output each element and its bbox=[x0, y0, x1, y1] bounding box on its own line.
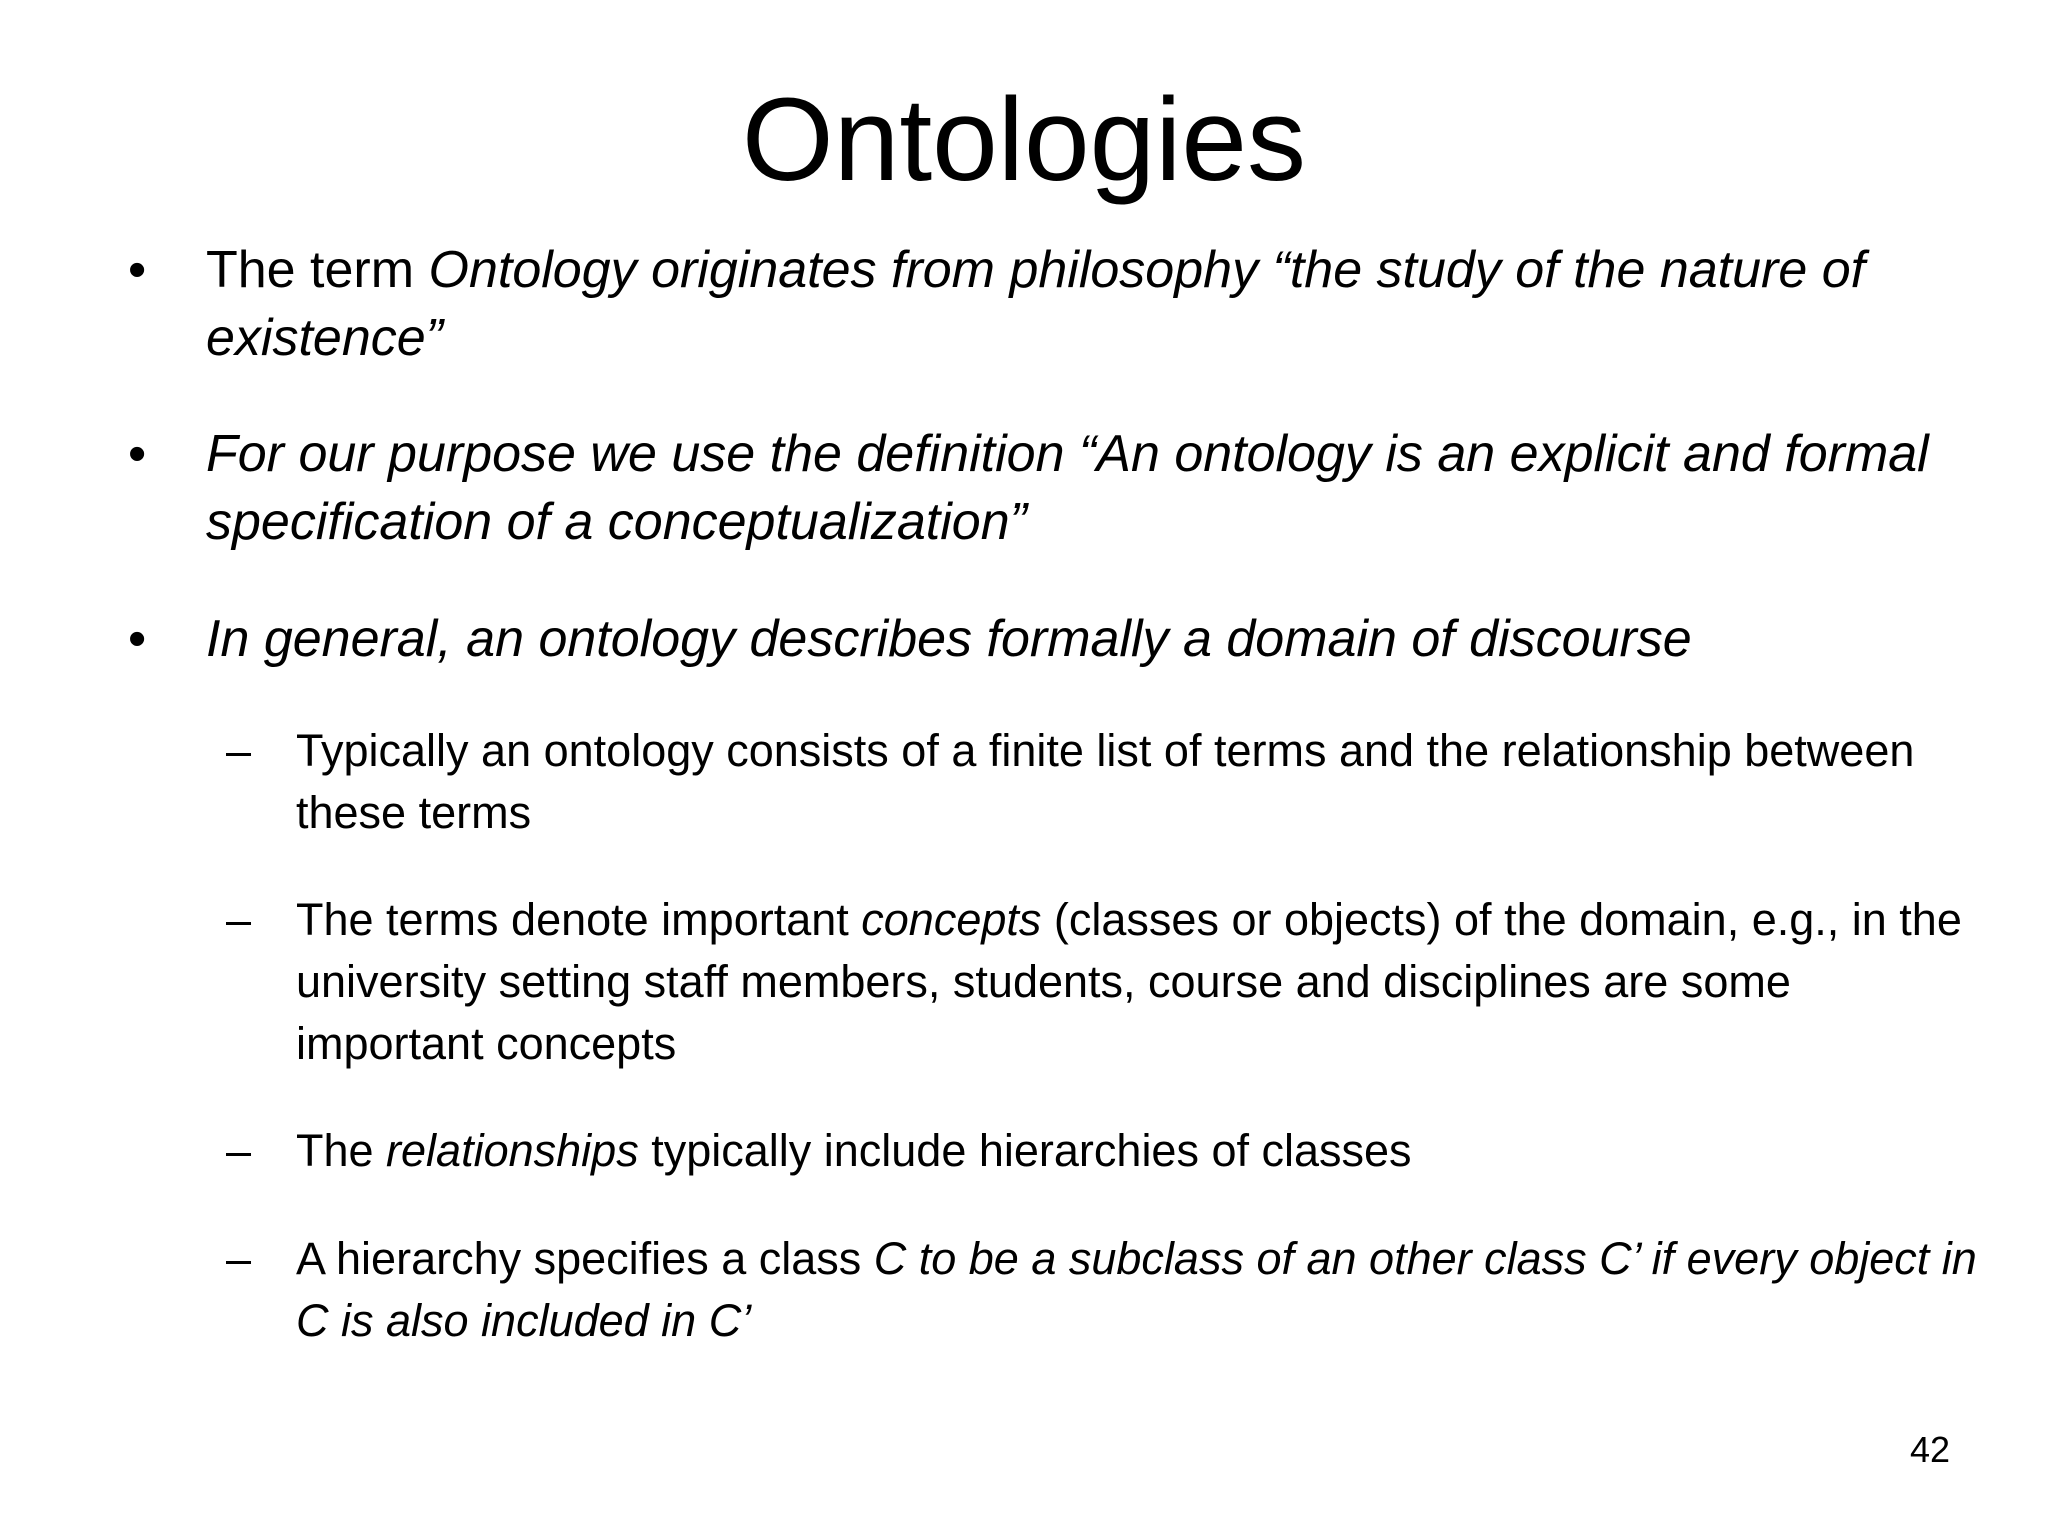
slide-title: Ontologies bbox=[741, 74, 1307, 206]
bullet-3 bbox=[128, 605, 1966, 673]
subbullet-1 bbox=[226, 720, 1986, 844]
subbullet-4-text-plain: A hierarchy specifies a class bbox=[296, 1233, 874, 1284]
dash-marker: – bbox=[226, 894, 252, 945]
dash-marker: – bbox=[226, 1125, 252, 1176]
bullet-marker: • bbox=[128, 425, 147, 483]
dash-marker: – bbox=[226, 725, 252, 776]
bullet-1-text-plain: The term bbox=[206, 241, 429, 299]
subbullet-2-text-plain-a: The terms denote important bbox=[296, 894, 862, 945]
subbullet-2 bbox=[226, 889, 1986, 1075]
subbullet-3-text-plain-b: typically include hierarchies of classes bbox=[638, 1125, 1412, 1176]
subbullet-3-text-plain-a: The bbox=[296, 1125, 387, 1176]
subbullet-2-text-plain-b: (classes or objects) of the domain, e.g., in the university setting staff members, students, course and disciplines are some important concepts bbox=[296, 894, 1962, 1069]
bullet-marker: • bbox=[128, 610, 147, 668]
bullet-marker: • bbox=[128, 241, 147, 299]
subbullet-3 bbox=[226, 1120, 1986, 1182]
subbullet-4 bbox=[226, 1228, 1986, 1352]
bullet-3-text-italic: In general, an ontology describes formally a domain of discourse bbox=[206, 610, 1692, 668]
subbullet-1-text: Typically an ontology consists of a finite list of terms and the relationship between these terms bbox=[296, 725, 1915, 838]
subbullet-2-text-italic: concepts bbox=[861, 894, 1042, 945]
bullet-2-text-italic: For our purpose we use the definition “An ontology is an explicit and formal specification of a conceptualization” bbox=[206, 425, 1929, 551]
subbullet-4-text-italic: C to be a subclass of an other class C’ if every object in C is also included in C’ bbox=[296, 1233, 1977, 1346]
bullet-2 bbox=[128, 420, 1966, 556]
dash-marker: – bbox=[226, 1233, 252, 1284]
bullet-1 bbox=[128, 236, 1966, 372]
bullet-1-text-italic: Ontology originates from philosophy “the study of the nature of existence” bbox=[206, 241, 1866, 367]
subbullet-3-text-italic: relationships bbox=[386, 1125, 639, 1176]
page-number: 42 bbox=[1909, 1429, 1950, 1470]
